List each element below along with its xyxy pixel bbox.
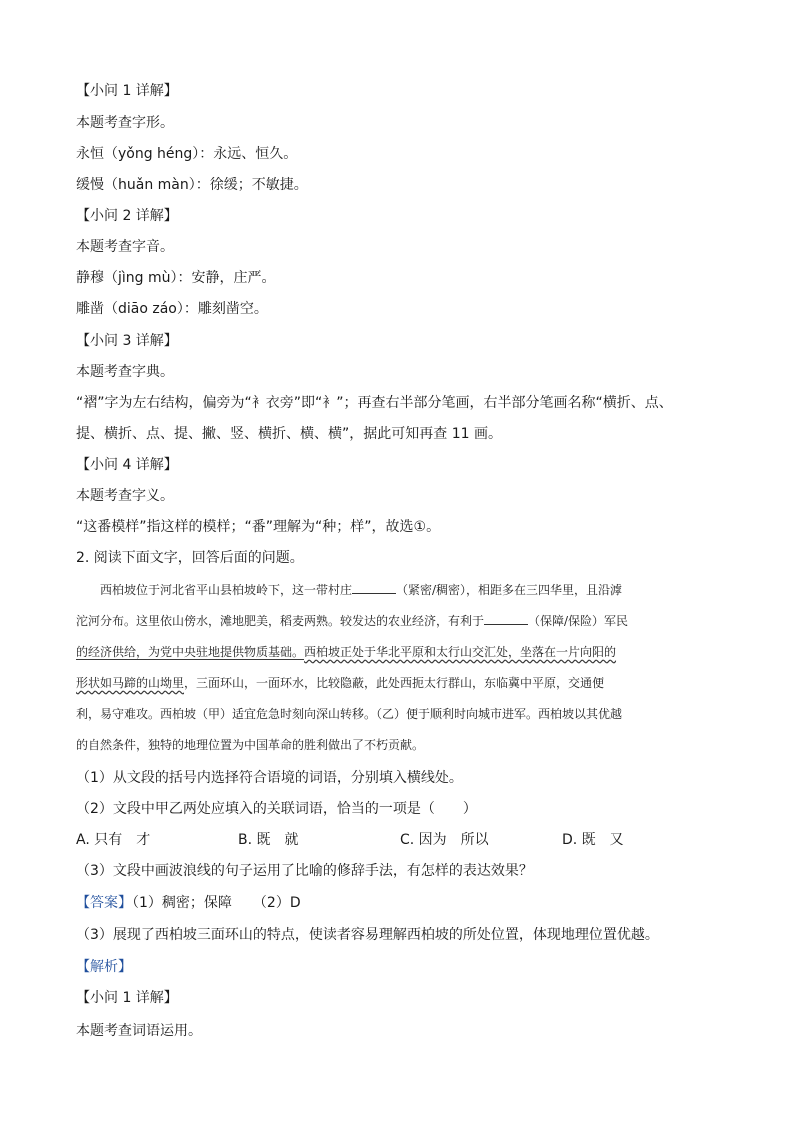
subquestion-1-item-1: 永恒（yǒng héng）：永远、恒久。: [76, 146, 298, 162]
subquestion-3-line-2: 提、横折、点、提、撇、竖、横折、横、横”，据此可知再查 11 画。: [76, 426, 502, 442]
passage-line-2: [76, 606, 716, 637]
subquestion-4-intro: 本题考查字义。: [76, 488, 174, 504]
subquestion-4-line: “这番模样”指这样的模样；“番”理解为“种；样”，故选①。: [76, 519, 441, 535]
passage-text: ，三面环山，一面环水，比较隐蔽，此处西扼太行群山，东临冀中平原，交通便: [184, 676, 605, 690]
subquestion-2-item-1: 静穆（jìng mù）：安静，庄严。: [76, 270, 276, 286]
analysis-subquestion-1-intro: 本题考查词语运用。: [76, 1023, 202, 1039]
subquestion-2-intro: 本题考查字音。: [76, 239, 174, 255]
passage-line-1: [76, 575, 716, 606]
reading-passage: [76, 575, 716, 761]
subquestion-3-line-1: “褶”字为左右结构，偏旁为“衤衣旁”即“衤”；再查右半部分笔画，右半部分笔画名称“横折、点、: [76, 395, 673, 411]
passage-text: 西柏坡位于河北省平山县柏坡岭下，这一带村庄: [100, 583, 353, 597]
passage-line-5: [76, 699, 716, 730]
wavy-underlined-sentence: 形状如马蹄的山坳里: [76, 676, 185, 690]
option-b: B. 既 就: [238, 832, 299, 848]
analysis-tag: 【解析】: [76, 959, 132, 975]
passage-line-3: [76, 637, 716, 668]
answer-text: （1）稠密；保障 （2）D: [132, 895, 301, 911]
wavy-underlined-sentence: 西柏坡正处于华北平原和太行山交汇处，坐落在一片向阳的: [304, 645, 617, 659]
subquestion-4-header: 【小问 4 详解】: [76, 457, 178, 473]
passage-text: 沱河分布。这里依山傍水，滩地肥美，稻麦两熟。较发达的农业经济，有利于: [76, 614, 485, 628]
passage-text: 的自然条件，独特的地理位置为中国革命的胜利做出了不朽贡献。: [76, 738, 425, 752]
passage-text: 利，易守难攻。西柏坡（甲）适宜危急时刻向深山转移。（乙）便于顺利时向城市进军。西柏坡以其优越: [76, 707, 623, 721]
subquestion-1-header: 【小问 1 详解】: [76, 83, 178, 99]
subquestion-3-intro: 本题考查字典。: [76, 364, 174, 380]
fill-blank-2: [484, 612, 528, 625]
passage-line-6: [76, 730, 716, 761]
question-2-sub-2: （2）文段中甲乙两处应填入的关联词语，恰当的一项是（ ）: [76, 801, 477, 817]
question-2-sub-1: （1）从文段的括号内选择符合语境的词语，分别填入横线处。: [76, 770, 463, 786]
answer-line-1: [76, 893, 301, 913]
question-2-prompt: 2. 阅读下面文字，回答后面的问题。: [76, 550, 304, 566]
option-d: D. 既 又: [562, 832, 624, 848]
answer-tag: 【答案】: [76, 895, 132, 911]
subquestion-1-intro: 本题考查字形。: [76, 115, 174, 131]
passage-text: （保障/保险）军民: [528, 614, 629, 628]
passage-text: 的经济供给，为党中央驻地提供物质基础。: [76, 645, 305, 659]
subquestion-3-header: 【小问 3 详解】: [76, 333, 178, 349]
subquestion-2-item-2: 雕凿（diāo záo）：雕刻凿空。: [76, 301, 268, 317]
analysis-subquestion-1-header: 【小问 1 详解】: [76, 990, 178, 1006]
option-c: C. 因为 所以: [400, 832, 489, 848]
passage-text: （紧密/稠密），相距多在三四华里，且沿滹: [396, 583, 623, 597]
subquestion-2-header: 【小问 2 详解】: [76, 208, 178, 224]
fill-blank-1: [352, 581, 396, 594]
passage-line-4: [76, 668, 716, 699]
answer-line-2: （3）展现了西柏坡三面环山的特点，使读者容易理解西柏坡的所处位置，体现地理位置优越。: [76, 927, 659, 943]
question-2-sub-3: （3）文段中画波浪线的句子运用了比喻的修辞手法，有怎样的表达效果？: [76, 863, 533, 879]
option-a: A. 只有 才: [76, 832, 151, 848]
subquestion-1-item-2: 缓慢（huǎn màn）：徐缓；不敏捷。: [76, 177, 308, 193]
